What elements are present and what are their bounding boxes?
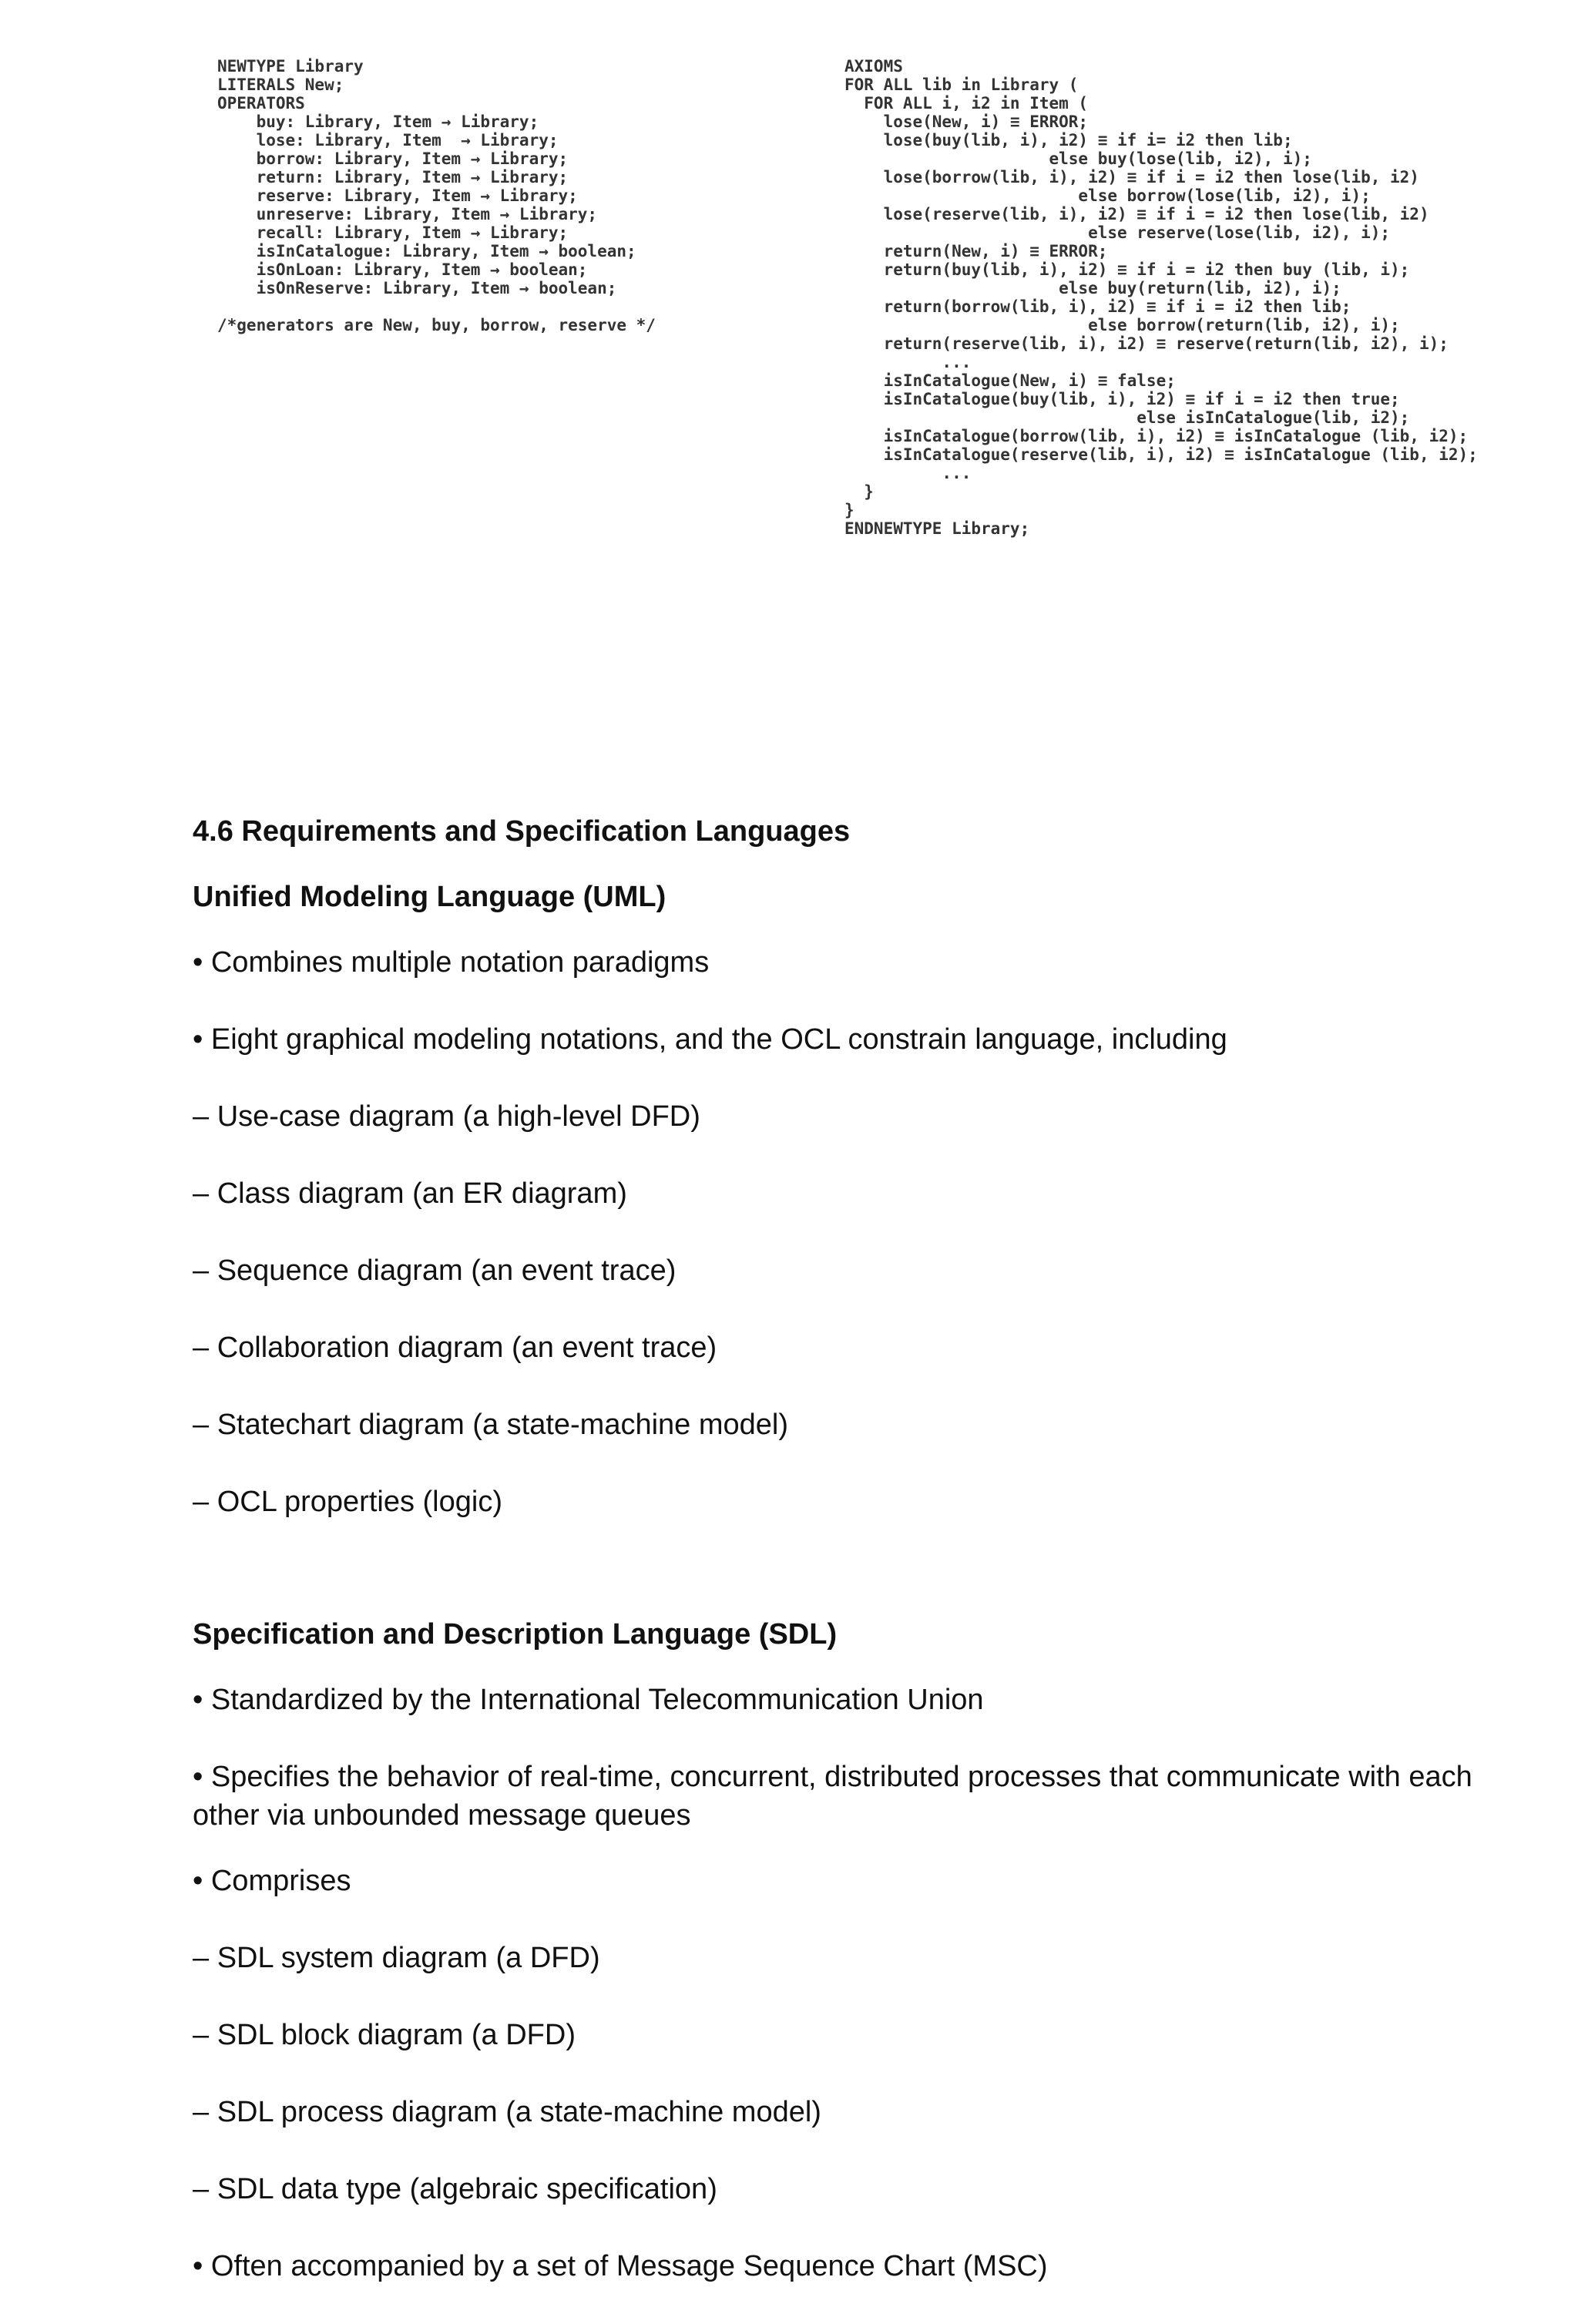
uml-title: Unified Modeling Language (UML) [193,881,666,913]
uml-item: – Collaboration diagram (an event trace) [193,1332,717,1364]
uml-item: – Statechart diagram (a state-machine model) [193,1409,789,1441]
library-operators-code: NEWTYPE Library LITERALS New; OPERATORS buy: Library, Item → Library; lose: Library, Item → Library; borrow: Library, Item → Library; return: Library, Item → Library; reserve: Library, Item → Library; unreserve: Library, Item → Library; recall: Library, Item → Library; isInCatalogue: Library, Item → boolean; isOnLoan: Library, Item → boolean; isOnReserve: Library, Item → boolean; /*generators are New, buy, borrow, reserve */ [217,57,656,334]
uml-item: • Combines multiple notation paradigms [193,946,710,979]
sdl-item: • Comprises [193,1865,351,1897]
section-spacer [193,1560,1487,1615]
uml-item: – Use-case diagram (a high-level DFD) [193,1100,700,1133]
section-heading: 4.6 Requirements and Specification Languages [193,815,851,848]
library-axioms-code: AXIOMS FOR ALL lib in Library ( FOR ALL i, i2 in Item ( lose(New, i) ≡ ERROR; lose(buy(lib, i), i2) ≡ if i= i2 then lib; else buy(lose(lib, i2), i); lose(borrow(lib, i), i2) ≡ if i = i2 then lose(lib, i2) else borrow(lose(lib, i2), i); lose(reserve(lib, i), i2) ≡ if i = i2 then lose(lib, i2) else reserve(lose(lib, i2), i); return(New, i) ≡ ERROR; return(buy(lib, i), i2) ≡ if i = i2 then buy (lib, i); else buy(return(lib, i2), i); return(borrow(lib, i), i2) ≡ if i = i2 then lib; else borrow(return(lib, i2), i); return(reserve(lib, i), i2) ≡ reserve(return(lib, i2), i); ... isInCatalogue(New, i) ≡ false; isInCatalogue(buy(lib, i), i2) ≡ if i = i2 then true; else isInCatalogue(lib, i2); isInCatalogue(borrow(lib, i), i2) ≡ isInCatalogue (lib, i2); isInCatalogue(reserve(lib, i), i2) ≡ isInCatalogue (lib, i2); ... } } ENDNEWTYPE Library; [844,57,1478,538]
uml-item: – Sequence diagram (an event trace) [193,1254,677,1287]
sdl-item: – SDL system diagram (a DFD) [193,1942,600,1974]
uml-item: – OCL properties (logic) [193,1486,502,1518]
sdl-item: • Often accompanied by a set of Message Sequence Chart (MSC) [193,2250,1048,2282]
sdl-item: – SDL process diagram (a state-machine model) [193,2096,821,2128]
uml-item: – Class diagram (an ER diagram) [193,1177,627,1210]
sdl-item: • Standardized by the International Telecommunication Union [193,1684,984,1716]
sdl-title: Specification and Description Language (SDL) [193,1618,838,1651]
sdl-item: – SDL block diagram (a DFD) [193,2019,576,2051]
uml-item: • Eight graphical modeling notations, and the OCL constrain language, including [193,1023,1227,1056]
sdl-item: – SDL data type (algebraic specification) [193,2173,717,2205]
document-body [193,812,1487,2324]
sdl-item: • Specifies the behavior of real-time, concurrent, distributed processes that communicate with each other via unbounded message queues [193,1761,1472,1832]
